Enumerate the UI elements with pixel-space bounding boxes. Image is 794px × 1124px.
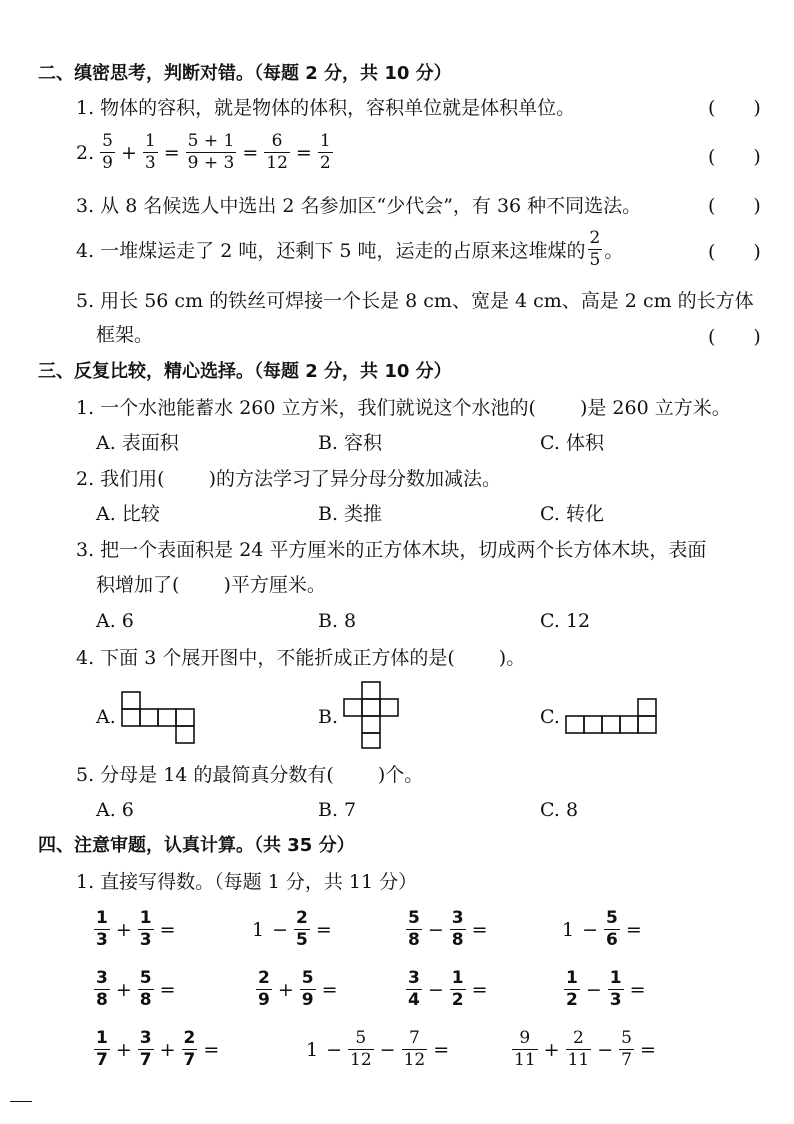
answer-paren[interactable]: ( ) — [708, 326, 761, 348]
operator: − — [427, 978, 444, 1001]
equals: = — [433, 1038, 450, 1061]
fraction: $\frac{1}{2}$ — [451, 968, 464, 1010]
operator: + — [159, 1038, 176, 1061]
fraction: 2 5 — [589, 228, 601, 270]
calc-item — [562, 910, 646, 949]
option-b[interactable]: B. 8 — [318, 610, 357, 632]
operator: + — [543, 1038, 560, 1061]
option-c[interactable]: C. 12 — [540, 610, 591, 632]
fraction: $\frac{2}{7}$ — [183, 1028, 196, 1070]
fraction: $\frac{5}{12}$ — [350, 1028, 372, 1070]
s3-question-1: 1. 一个水池能蓄水 260 立方米，我们就说这个水池的( )是 260 立方米。 — [76, 397, 731, 419]
fraction: 5 8 — [408, 908, 420, 950]
equals: = — [321, 978, 338, 1001]
whole-number: 1 — [252, 918, 265, 941]
calc-item — [404, 970, 492, 1009]
s3-question-4: 4. 下面 3 个展开图中，不能折成正方体的是( )。 — [76, 647, 526, 669]
equals: = — [203, 1038, 220, 1061]
s3-question-3-cont: 积增加了( )平方厘米。 — [96, 574, 326, 596]
fraction: $\frac{1}{3}$ — [144, 131, 156, 173]
fraction: $\frac{5}{8}$ — [139, 968, 152, 1010]
equals: = — [639, 1038, 656, 1061]
s2-question-5: 5. 用长 56 cm 的铁丝可焊接一个长是 8 cm、宽是 4 cm、高是 2 cm 的长方体 — [76, 290, 754, 312]
whole-number: 1 — [562, 918, 575, 941]
answer-paren[interactable]: ( ) — [708, 241, 761, 263]
equals: = — [629, 978, 646, 1001]
operator: − — [585, 978, 602, 1001]
option-c[interactable]: C. 转化 — [540, 503, 604, 525]
calc-item — [562, 970, 650, 1009]
operator: − — [272, 918, 289, 941]
equals: = — [242, 141, 259, 164]
cube-net-a-figure — [118, 690, 200, 744]
fraction: $\frac{5 + 1}{9 + 3}$ — [187, 131, 235, 173]
option-a[interactable]: A. — [96, 706, 116, 728]
option-b[interactable]: B. 7 — [318, 799, 357, 821]
question-end: 。 — [604, 240, 624, 262]
s4-subquestion-1: 1. 直接写得数。（每题 1 分，共 11 分） — [76, 871, 418, 893]
answer-paren[interactable]: ( ) — [708, 146, 761, 168]
cube-net-b-figure — [342, 680, 402, 750]
option-a[interactable]: A. 表面积 — [96, 432, 179, 454]
operator: + — [115, 1038, 132, 1061]
fraction: $\frac{1}{3}$ — [139, 908, 152, 950]
operator: + — [115, 918, 132, 941]
fraction: 9 11 — [514, 1028, 536, 1070]
answer-paren[interactable]: ( ) — [708, 195, 761, 217]
fraction: $\frac{2}{11}$ — [567, 1028, 590, 1070]
fraction: $\frac{2}{5}$ — [296, 908, 308, 950]
cube-net-c-figure — [562, 697, 660, 737]
operator: + — [115, 978, 132, 1001]
operator: − — [597, 1038, 614, 1061]
option-b[interactable]: B. 容积 — [318, 432, 383, 454]
s2-question-2 — [76, 133, 335, 172]
calc-item — [254, 970, 342, 1009]
operator: − — [379, 1038, 396, 1061]
section2-heading: 二、缜密思考，判断对错。（每题 2 分，共 10 分） — [38, 63, 452, 84]
fraction: $\frac{1}{2}$ — [319, 131, 331, 173]
s3-question-5: 5. 分母是 14 的最简真分数有( )个。 — [76, 764, 424, 786]
calc-item — [404, 910, 492, 949]
s2-question-4 — [76, 230, 623, 269]
operator: − — [326, 1038, 343, 1061]
equals: = — [471, 918, 488, 941]
s2-question-1: 1. 物体的容积，就是物体的体积，容积单位就是体积单位。 — [76, 97, 576, 119]
option-a[interactable]: A. 6 — [96, 799, 134, 821]
operator: − — [427, 918, 444, 941]
s2-question-3: 3. 从 8 名候选人中选出 2 名参加区“少代会”，有 36 种不同选法。 — [76, 195, 642, 217]
calc-item — [92, 1030, 223, 1069]
footer-rule — [10, 1101, 32, 1102]
fraction: 3 8 — [96, 968, 108, 1010]
question-text: 4. 一堆煤运走了 2 吨，还剩下 5 吨，运走的占原来这堆煤的 — [76, 240, 586, 262]
operator: + — [120, 141, 137, 164]
calc-item — [92, 970, 180, 1009]
fraction: $\frac{7}{12}$ — [403, 1028, 426, 1070]
s3-question-2: 2. 我们用( )的方法学习了异分母分数加减法。 — [76, 468, 502, 490]
operator: − — [582, 918, 599, 941]
option-c[interactable]: C. 体积 — [540, 432, 604, 454]
fraction: $\frac{5}{7}$ — [621, 1028, 632, 1070]
whole-number: 1 — [306, 1038, 319, 1061]
answer-paren[interactable]: ( ) — [708, 97, 761, 119]
option-a[interactable]: A. 6 — [96, 610, 134, 632]
fraction: $\frac{5}{6}$ — [606, 908, 618, 950]
operator: + — [277, 978, 294, 1001]
equals: = — [471, 978, 488, 1001]
question-number: 2. — [76, 141, 95, 164]
equals: = — [625, 918, 642, 941]
s2-question-5-cont: 框架。 — [96, 324, 154, 346]
fraction: $\frac{3}{8}$ — [451, 908, 464, 950]
section3-heading: 三、反复比较，精心选择。（每题 2 分，共 10 分） — [38, 361, 452, 382]
fraction: 2 9 — [258, 968, 270, 1010]
calc-item — [306, 1030, 453, 1069]
equals: = — [315, 918, 332, 941]
calc-item — [92, 910, 180, 949]
option-b[interactable]: B. — [318, 706, 339, 728]
option-b[interactable]: B. 类推 — [318, 503, 383, 525]
equals: = — [159, 918, 176, 941]
calc-item — [510, 1030, 660, 1069]
fraction: 1 2 — [566, 968, 578, 1010]
calc-item — [252, 910, 336, 949]
equals: = — [295, 141, 312, 164]
option-c[interactable]: C. — [540, 706, 560, 728]
equals: = — [159, 978, 176, 1001]
fraction: $\frac{1}{3}$ — [609, 968, 622, 1010]
fraction: 1 3 — [96, 908, 108, 950]
fraction: 1 7 — [96, 1028, 108, 1070]
fraction: 5 9 — [102, 131, 113, 173]
fraction: 3 4 — [408, 968, 420, 1010]
s3-question-3: 3. 把一个表面积是 24 平方厘米的正方体木块，切成两个长方体木块，表面 — [76, 539, 707, 561]
option-a[interactable]: A. 比较 — [96, 503, 160, 525]
fraction: $\frac{5}{9}$ — [301, 968, 314, 1010]
fraction: $\frac{6}{12}$ — [266, 131, 288, 173]
section4-heading: 四、注意审题，认真计算。（共 35 分） — [38, 835, 355, 856]
fraction: $\frac{3}{7}$ — [139, 1028, 152, 1070]
equals: = — [163, 141, 180, 164]
option-c[interactable]: C. 8 — [540, 799, 579, 821]
